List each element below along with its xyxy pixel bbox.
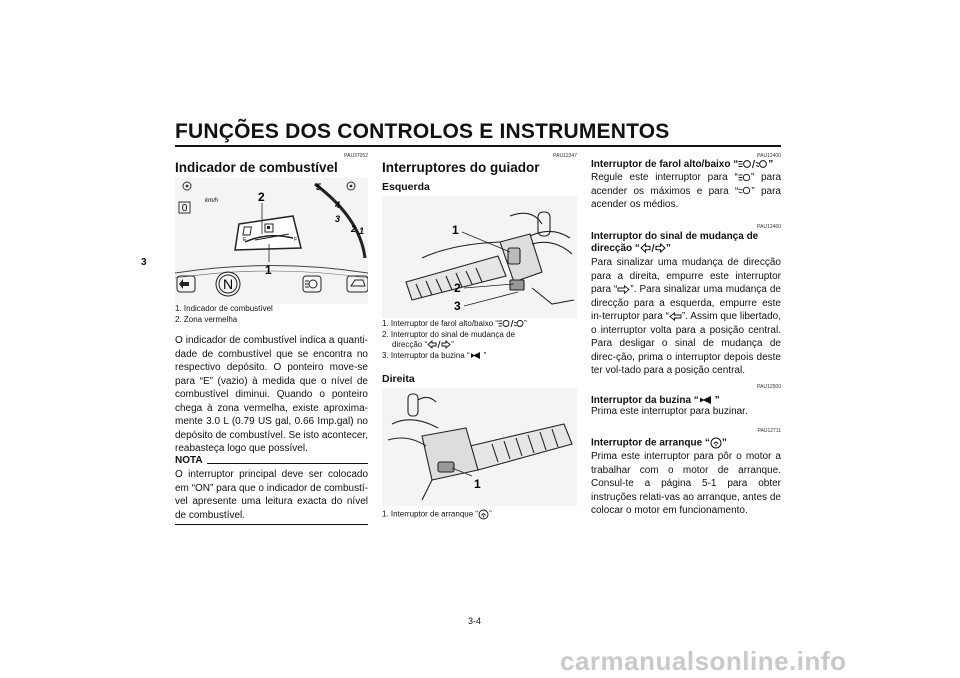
right-handlebar-figure bbox=[382, 388, 577, 506]
nota-title: NOTA bbox=[175, 455, 203, 466]
section-title-handlebar-switches: Interruptores do guiador bbox=[382, 160, 540, 175]
horn-icon bbox=[699, 395, 715, 405]
figure-callout-2: 2 bbox=[454, 281, 461, 295]
reference-code: PAU12711 bbox=[757, 428, 781, 434]
reference-code: PAU12500 bbox=[757, 384, 781, 390]
horn-icon bbox=[470, 351, 484, 360]
odometer-digit: 0 bbox=[181, 203, 188, 214]
neutral-light-letter: N bbox=[222, 276, 234, 292]
caption-item: 1. Indicador de combustível bbox=[175, 304, 273, 313]
gauge-full-letter: F bbox=[294, 237, 298, 243]
high-low-beam-icon bbox=[498, 319, 524, 328]
tach-number-1: 1 bbox=[359, 226, 365, 236]
page-number: 3-4 bbox=[468, 616, 482, 626]
reference-code: PAU12400 bbox=[757, 153, 781, 159]
left-handlebar-figure bbox=[382, 196, 577, 318]
reference-code: PAU12460 bbox=[757, 224, 781, 230]
figure-callout-1: 1 bbox=[265, 263, 272, 277]
section-title-start-switch: Interruptor de arranque “ ” bbox=[591, 437, 727, 449]
caption-item: 1. Interruptor de arranque “ ” bbox=[382, 509, 492, 519]
fuel-gauge-paragraph: O indicador de combustível indica a quanti-dade de combustível que se encontra no respectivo depósito. O ponteiro move-se para “E” (vazio) à medida que o nível de combustível diminui. Quando o ponteiro chega à zona vermelha, existe aproxima-mente 3.0 L (0.79 US gal, 0.66 Imp.gal) no depósito de combustível. Se isto acontecer, reabasteça logo que possível. bbox=[175, 335, 368, 454]
starter-icon bbox=[710, 437, 722, 449]
left-figure-captions bbox=[382, 319, 577, 361]
nota-text: O interruptor principal deve ser colocado em “ON” para que o indicador de combustí-vel apresente uma leitura exacta do nível de combustível. bbox=[175, 469, 368, 521]
figure-callout-2: 2 bbox=[258, 190, 265, 204]
dimmer-switch-paragraph: Regule este interruptor para “ ” para acender os máximos e para “ ” para acender os médios. bbox=[591, 172, 782, 210]
high-low-beam-icon bbox=[738, 159, 768, 169]
start-switch-paragraph: Prima este interruptor para pôr o motor a trabalhar com o motor de arranque. Consul-te a página 5-1 para obter instruções relati-vas ao arranque, antes de colocar o motor em funcionamento. bbox=[591, 451, 781, 516]
subsection-title-right: Direita bbox=[382, 373, 415, 385]
caption-item: direcção “ ” bbox=[392, 340, 454, 349]
section-title-fuel-gauge: Indicador de combustível bbox=[175, 160, 338, 175]
header-rule bbox=[175, 145, 781, 147]
turn-right-icon bbox=[617, 285, 630, 294]
nota-top-rule bbox=[207, 463, 368, 464]
figure-callout-1: 1 bbox=[452, 223, 459, 237]
fuel-gauge-figure bbox=[175, 178, 368, 304]
tach-number-5: 5 bbox=[316, 182, 322, 192]
starter-icon bbox=[478, 509, 489, 520]
low-beam-icon bbox=[738, 186, 751, 195]
section-title-horn-switch: Interruptor da buzina “ ” bbox=[591, 395, 720, 406]
caption-item: 1. Interruptor de farol alto/baixo “ ” bbox=[382, 319, 527, 328]
figure-callout-1: 1 bbox=[474, 477, 481, 491]
turn-signal-left-right-icon bbox=[640, 243, 666, 253]
speed-unit-label: km/h bbox=[205, 198, 219, 204]
reference-code: PAU37052 bbox=[344, 153, 368, 159]
page-header-title: FUNÇÕES DOS CONTROLOS E INSTRUMENTOS bbox=[175, 120, 670, 143]
tach-number-2: 2 bbox=[351, 224, 357, 234]
figure-callout-3: 3 bbox=[454, 299, 461, 313]
horn-paragraph: Prima este interruptor para buzinar. bbox=[591, 406, 748, 417]
tach-number-3: 3 bbox=[335, 214, 341, 224]
figure-captions bbox=[175, 304, 368, 325]
nota-bottom-rule bbox=[175, 524, 368, 525]
caption-item: 2. Zona vermelha bbox=[175, 314, 238, 324]
reference-code: PAU12347 bbox=[553, 153, 577, 159]
caption-item: 3. Interruptor da buzina “ ” bbox=[382, 350, 487, 360]
turn-signal-paragraph: Para sinalizar uma mudança de direcção para a direita, empurre este interruptor para “ ”. Para sinalizar uma mudança de direcção para a esquerda, empurre este in-terruptor para “ ”. Assim que libertado, o interruptor volta para a posição central. Para desligar o sinal de mudança de direc-ção, prima o interruptor depois deste ter vol-tado para a posição central. bbox=[591, 257, 782, 376]
subsection-title-left: Esquerda bbox=[382, 181, 430, 193]
chapter-tab: 3 bbox=[141, 257, 147, 268]
caption-item: 2. Interruptor do sinal de mudança de bbox=[382, 329, 515, 339]
section-title-turn-signal-switch: Interruptor do sinal de mudança de direcção “ ” bbox=[591, 231, 759, 254]
section-title-dimmer-switch: Interruptor de farol alto/baixo “ ” bbox=[591, 159, 774, 170]
right-figure-captions bbox=[382, 509, 577, 520]
high-beam-icon bbox=[738, 173, 751, 182]
turn-signal-left-right-icon bbox=[427, 340, 451, 349]
tach-number-4: 4 bbox=[335, 200, 341, 210]
gauge-empty-letter: E bbox=[243, 237, 247, 243]
turn-left-icon bbox=[669, 312, 682, 321]
watermark: carmanualsonline.info bbox=[560, 646, 847, 676]
